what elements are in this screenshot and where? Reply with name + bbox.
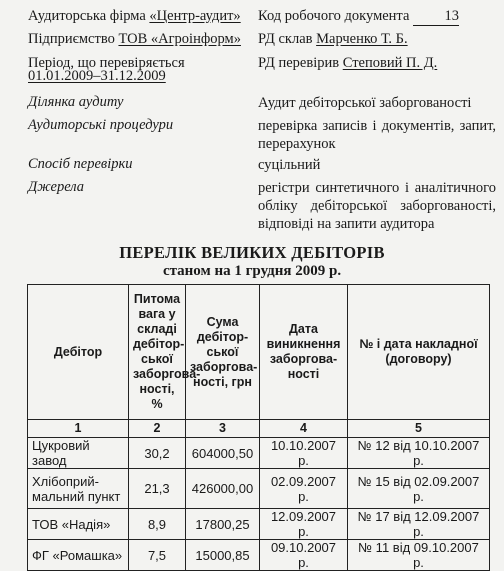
invoice-cell: № 17 від 12.09.2007 р.: [348, 509, 490, 540]
sum-cell: 17800,25: [186, 509, 260, 540]
date-cell: 12.09.2007 р.: [260, 509, 348, 540]
check-method-label: Спосіб перевірки: [28, 156, 133, 172]
table-header-row: [28, 285, 490, 420]
debtor-cell: ТОВ «Надія»: [28, 509, 129, 540]
debtors-table: [27, 284, 490, 571]
page-subtitle: станом на 1 грудня 2009 р.: [162, 263, 342, 279]
sum-cell: 604000,50: [186, 438, 260, 469]
share-cell: 8,9: [129, 509, 186, 540]
doc-code-line: [258, 8, 459, 26]
col-date-header: Дата виникнення заборгова-ності: [260, 285, 348, 420]
share-cell: 30,2: [129, 438, 186, 469]
debtor-cell: Цукровий завод: [28, 438, 129, 469]
invoice-cell: № 12 від 10.10.2007 р.: [348, 438, 490, 469]
firm-value: «Центр-аудит»: [149, 8, 241, 24]
col-debtor-header: Дебітор: [28, 285, 129, 420]
checked-label: РД перевірив: [258, 55, 340, 71]
checked-value: Степовий П. Д.: [342, 55, 438, 71]
doc-code-value: 13: [413, 8, 459, 26]
date-cell: 09.10.2007 р.: [260, 540, 348, 571]
table-number-row: [28, 420, 490, 438]
table-row: [28, 540, 490, 571]
enterprise-label: Підприємство: [28, 31, 115, 47]
compiled-line: [258, 31, 408, 48]
table-row: [28, 438, 490, 469]
debtor-cell: Хлібоприй-мальний пункт: [28, 469, 129, 509]
enterprise-value: ТОВ «Агроінформ»: [118, 31, 241, 47]
sources-value: регістри синтетичного і аналітичного обліку дебіторської заборгованості, відповіді на запити аудитора: [258, 180, 496, 232]
share-cell: 7,5: [129, 540, 186, 571]
invoice-cell: № 15 від 02.09.2007 р.: [348, 469, 490, 509]
share-cell: 21,3: [129, 469, 186, 509]
doc-code-label: Код робочого документа: [258, 8, 410, 24]
col-number: 4: [260, 420, 348, 438]
col-invoice-header: № і дата накладної (договору): [348, 285, 490, 420]
audit-area-label: Ділянка аудиту: [28, 94, 124, 110]
date-cell: 02.09.2007 р.: [260, 469, 348, 509]
check-method-value: суцільний: [258, 157, 321, 173]
compiled-label: РД склав: [258, 31, 313, 47]
period-value: 01.01.2009–31.12.2009: [28, 68, 166, 84]
col-number: 5: [348, 420, 490, 438]
page-title: ПЕРЕЛІК ВЕЛИКИХ ДЕБІТОРІВ: [119, 243, 385, 262]
sum-cell: 15000,85: [186, 540, 260, 571]
checked-line: [258, 55, 437, 72]
col-number: 3: [186, 420, 260, 438]
col-number: 1: [28, 420, 129, 438]
enterprise-line: [28, 31, 241, 48]
debtor-cell: ФГ «Ромашка»: [28, 540, 129, 571]
compiled-value: Марченко Т. Б.: [316, 31, 408, 47]
firm-label: Аудиторська фірма: [28, 8, 146, 24]
firm-line: [28, 8, 241, 25]
col-share-header: Питома вага у складі дебітор-ської заборгова-ності, %: [129, 285, 186, 420]
period-label: Період, що перевіряється: [28, 55, 185, 71]
col-number: 2: [129, 420, 186, 438]
sum-cell: 426000,00: [186, 469, 260, 509]
audit-procedures-label: Аудиторські процедури: [28, 117, 174, 133]
sources-label: Джерела: [28, 179, 85, 195]
invoice-cell: № 11 від 09.10.2007 р.: [348, 540, 490, 571]
date-cell: 10.10.2007 р.: [260, 438, 348, 469]
audit-procedures-value: перевірка записів і документів, запит, перерахунок: [258, 118, 496, 152]
audit-area-value: Аудит дебіторської заборгованості: [258, 95, 472, 111]
col-sum-header: Сума дебітор-ської заборгова-ності, грн: [186, 285, 260, 420]
table-row: [28, 469, 490, 509]
table-row: [28, 509, 490, 540]
